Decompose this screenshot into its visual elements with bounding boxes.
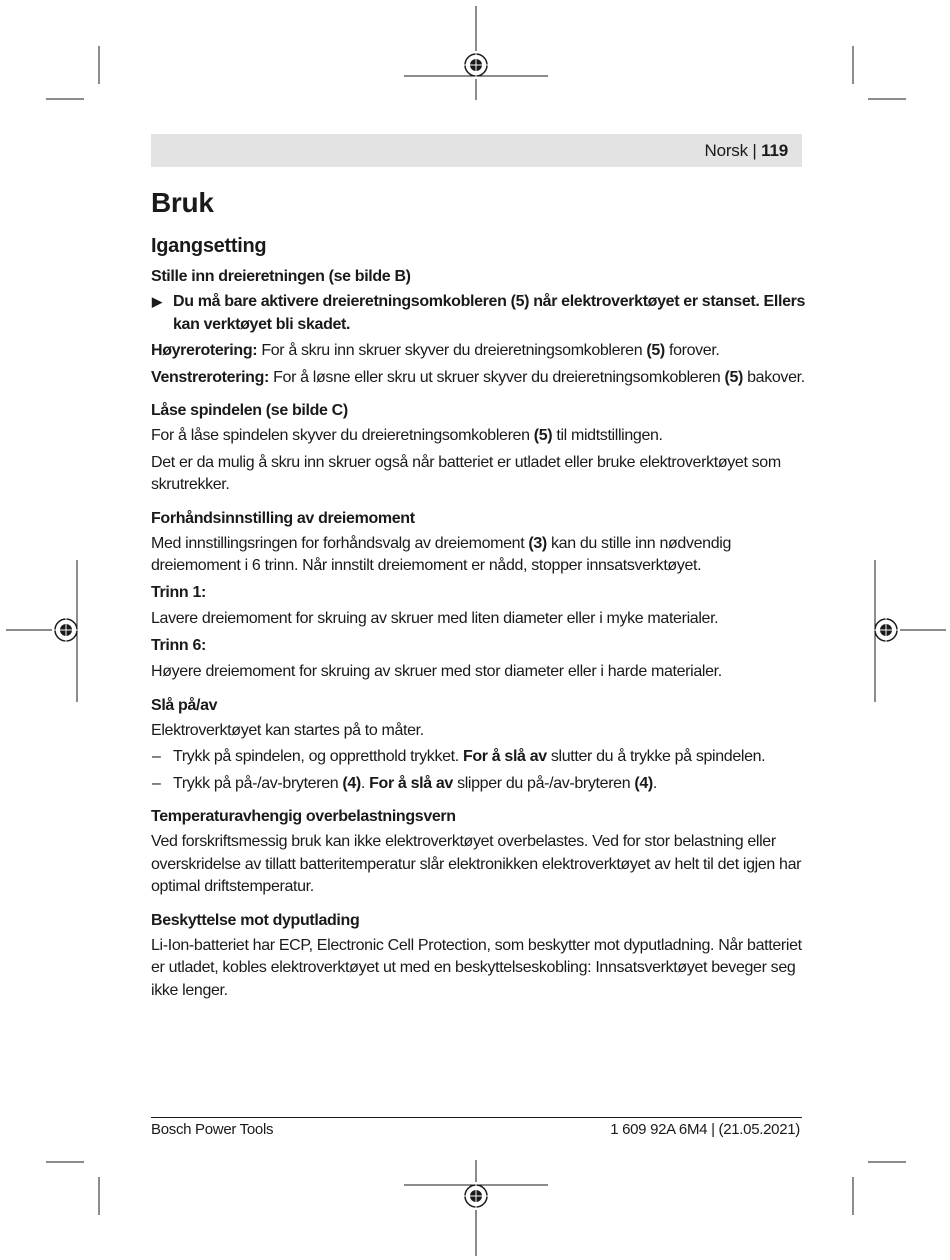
- warning-note: [151, 291, 806, 336]
- ref-3: (3): [528, 534, 547, 552]
- ref-4: (4): [342, 774, 361, 792]
- registration-target-icon-left: [52, 616, 80, 644]
- paragraph-slaa-intro: Elektroverktøyet kan startes på to måter.: [151, 721, 424, 739]
- text-trinn-1: Lavere dreiemoment for skruing av skruer med liten diameter eller i myke materialer.: [151, 610, 719, 627]
- paragraph-hoyrerotering: [151, 340, 806, 363]
- section-dreiemoment: [151, 508, 806, 684]
- heading-dreieretning: Stille inn dreieretningen (se bilde B): [151, 268, 411, 285]
- paragraph-spindel-2: Det er da mulig å skru inn skruer også når batteriet er utladet eller bruke elektroverktøyet som skrutrekker.: [151, 453, 781, 493]
- text-hoyrerotering: For å skru inn skruer skyver du dreieretningsomkobleren: [257, 342, 647, 359]
- heading-dyputlading: Beskyttelse mot dyputlading: [151, 911, 360, 929]
- header-separator: |: [747, 141, 762, 160]
- header-language: Norsk: [704, 141, 748, 160]
- ref-5: (5): [724, 368, 744, 386]
- text-spindel-1-end: til midtstillingen.: [552, 427, 663, 444]
- list-item: [151, 773, 806, 796]
- warning-text: Du må bare aktivere dreieretningsomkobleren (5) når elektroverktøyet er stanset. Ellers kan verktøyet bli skadet.: [173, 293, 806, 333]
- label-venstrerotering: Venstrerotering:: [151, 368, 269, 386]
- registration-target-icon-bottom: [462, 1182, 490, 1210]
- ref-4: (4): [634, 774, 653, 792]
- paragraph-dyputlading: Li-Ion-batteriet har ECP, Electronic Cell Protection, som beskytter mot dyputladning. Når batteriet er utladet, kobles elektroverktøyet ut med en beskyttelseskobling: Innsatsverktøyet beveger seg ikke lenger.: [151, 936, 802, 999]
- page-title: Bruk: [151, 187, 214, 218]
- paragraph-dreiemoment: [151, 533, 806, 578]
- list-item-end: .: [652, 774, 657, 792]
- text-venstrerotering-end: bakover.: [743, 368, 805, 386]
- text-trinn-6: Høyere dreiemoment for skruing av skruer med stor diameter eller i harde materialer.: [151, 663, 722, 680]
- registration-target-icon-top: [462, 51, 490, 79]
- text-hoyrerotering-end: forover.: [664, 342, 720, 359]
- text-dreiemoment: Med innstillingsringen for forhåndsvalg av dreiemoment: [151, 534, 529, 552]
- paragraph-spindel-1: [151, 425, 806, 448]
- footer-rule: [151, 1117, 802, 1118]
- text-dreiemoment-end: kan du stille inn nødvendig dreiemoment i 6 trinn. Når innstilt dreiemoment er nådd, stopper innsatsverktøyet.: [151, 534, 732, 574]
- heading-slaa: Slå på/av: [151, 696, 218, 714]
- ref-5: (5): [533, 427, 553, 444]
- text-spindel-1: For å låse spindelen skyver du dreieretningsomkobleren: [151, 427, 534, 444]
- section-spindel: [151, 400, 806, 497]
- list-item-text: Trykk på på-/av-bryteren: [173, 774, 343, 792]
- list-item-text: Trykk på spindelen, og oppretthold trykket.: [173, 748, 463, 765]
- list-item: [151, 746, 806, 769]
- dash-bullet-icon: –: [152, 748, 161, 765]
- dash-bullet-icon: –: [152, 774, 161, 792]
- registration-target-icon-right: [872, 616, 900, 644]
- paragraph-temperatur: Ved forskriftsmessig bruk kan ikke elektroverktøyet overbelastes. Ved for stor belastning eller overskridelse av tillatt batteritemperatur slår elektronikken elektroverktøyet av helt til det igjen har optimal driftstemperatur.: [151, 833, 802, 895]
- triangle-bullet-icon: ▶: [152, 294, 162, 309]
- section-dyputlading: [151, 910, 806, 1003]
- label-hoyrerotering: Høyrerotering:: [151, 342, 258, 359]
- list-item-text-2: slipper du på-/av-bryteren: [452, 774, 635, 792]
- page-content: [151, 182, 806, 1006]
- heading-temperatur: Temperaturavhengig overbelastningsvern: [151, 808, 456, 825]
- ref-5: (5): [646, 342, 665, 359]
- text-venstrerotering: For å løsne eller skru ut skruer skyver du dreieretningsomkobleren: [269, 368, 725, 386]
- heading-spindel: Låse spindelen (se bilde C): [151, 402, 348, 419]
- footer-brand: Bosch Power Tools: [151, 1121, 274, 1138]
- header-text: [705, 141, 789, 161]
- page-header: [151, 134, 802, 167]
- section-slaa: [151, 695, 806, 796]
- paragraph-venstrerotering: [151, 367, 806, 390]
- page-number: 119: [761, 141, 788, 160]
- list-item-mid: .: [360, 774, 370, 792]
- label-trinn-6: Trinn 6:: [151, 636, 206, 654]
- footer-doc-number: 1 609 92A 6M4 | (21.05.2021): [610, 1121, 800, 1138]
- heading-dreiemoment: Forhåndsinnstilling av dreiemoment: [151, 509, 415, 527]
- list-item-end: slutter du å trykke på spindelen.: [546, 748, 766, 765]
- list-item-bold: For å slå av: [462, 748, 547, 765]
- section-title: Igangsetting: [151, 235, 267, 257]
- list-item-bold: For å slå av: [369, 774, 453, 792]
- section-temperatur: [151, 806, 806, 899]
- label-trinn-1: Trinn 1:: [151, 583, 206, 601]
